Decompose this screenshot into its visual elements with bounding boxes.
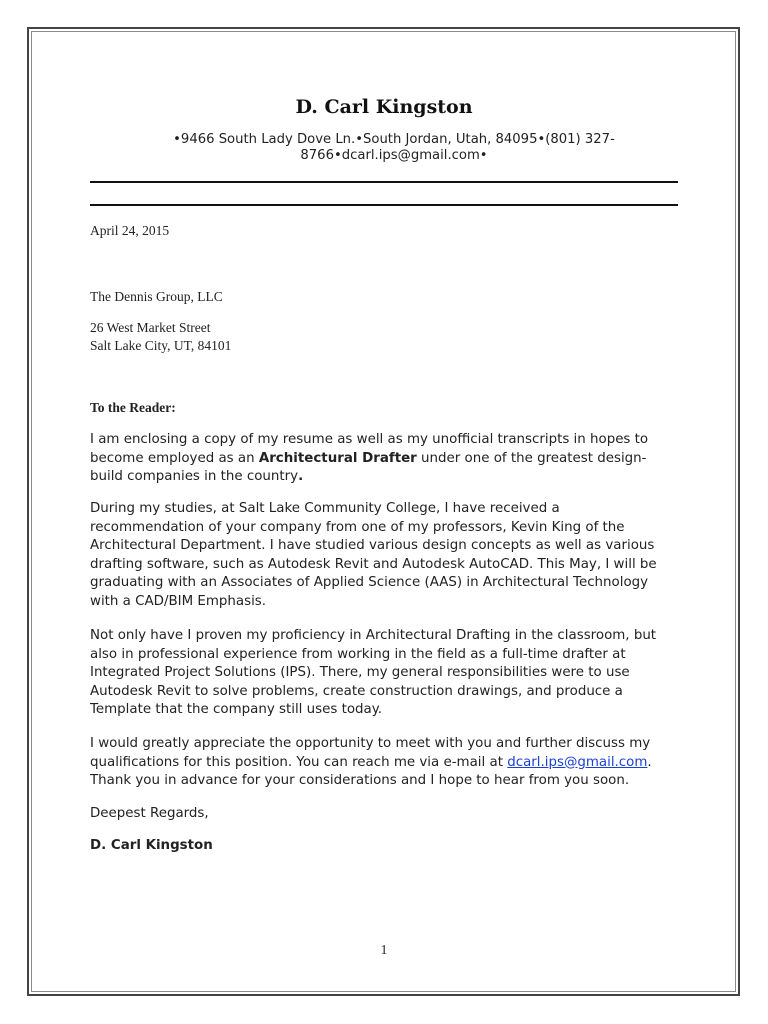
closing: Deepest Regards, [90,806,209,821]
paragraph-1-period: . [298,469,304,485]
recipient-street: 26 West Market Street [90,320,211,335]
paragraph-4-text-before: I would greatly appreciate the opportunity to meet with you and further discuss my qualifications for this position. You can reach me via e-mail at [90,736,651,770]
header-divider-top [90,181,678,183]
header-divider-bottom [90,204,678,206]
paragraph-1-text-before: I am enclosing a copy of my resume as well as my unofficial transcripts in hopes to become employed as an [90,432,649,466]
body-paragraph-2 [90,500,678,612]
paragraph-2-text: During my studies, at Salt Lake Community College, I have received a recommendation of your company from one of my professors, Kevin King of the Architectural Department. I have studied various design concepts as well as various drafting software, such as Autodesk Revit and Autodesk AutoCAD. This May, I will be graduating with an Associates of Applied Science (AAS) in Architectural Technology with a CAD/BIM Emphasis. [90,501,657,609]
contact-line-1: •9466 South Lady Dove Ln.•South Jordan, Utah, 84095•(801) 327- [173,132,615,147]
job-title-emphasis: Architectural Drafter [258,450,417,466]
paragraph-1-text-after: under one of the greatest design-build companies in the country [90,450,647,485]
letterhead-contact [160,132,628,164]
paragraph-3-text: Not only have I proven my proficiency in Architectural Drafting in the classroom, but also in professional experience from working in the field as a full-time drafter at Integrated Project Solutions (IPS). There, my general responsibilities were to use Autodesk Revit to solve problems, create construction drawings, and produce a Template that the company still uses today. [90,628,657,718]
email-link[interactable]: dcarl.ips@gmail.com [507,754,648,770]
body-paragraph-3 [90,627,678,720]
signature-name: D. Carl Kingston [90,838,213,853]
letter-date: April 24, 2015 [90,223,170,238]
page-number: 1 [380,942,388,957]
recipient-city: Salt Lake City, UT, 84101 [90,338,232,353]
body-paragraph-4 [90,735,678,791]
letterhead-name: D. Carl Kingston [295,96,473,118]
body-paragraph-1 [90,431,678,487]
paragraph-4-text-after: . Thank you in advance for your considerations and I hope to hear from you soon. [90,754,652,789]
contact-line-2: 8766•dcarl.ips@gmail.com• [300,148,488,163]
recipient-company: The Dennis Group, LLC [90,289,223,304]
salutation: To the Reader: [90,400,176,415]
